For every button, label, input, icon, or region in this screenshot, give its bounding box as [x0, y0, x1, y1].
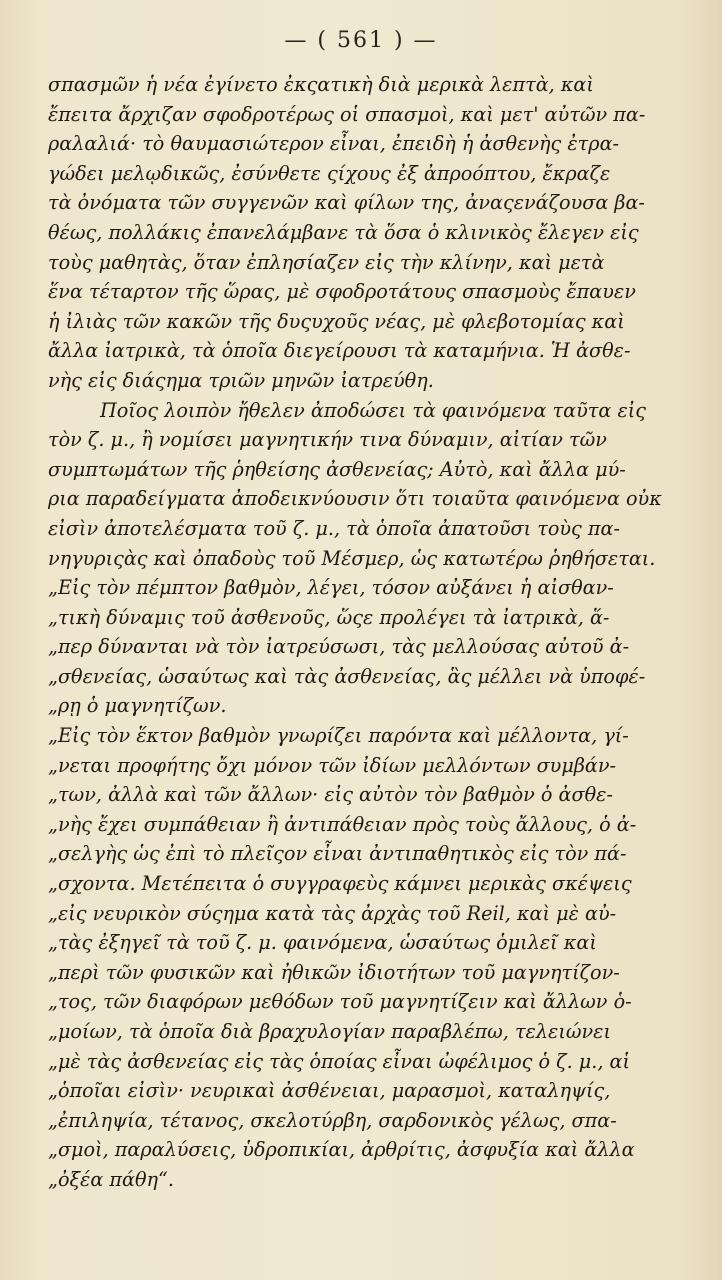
- text-line: „εἰς νευρικὸν σύςημα κατὰ τὰς ἀρχὰς τοῦ Reil, καὶ μὲ αὐ-: [48, 901, 617, 925]
- text-line: „νὴς ἔχει συμπάθειαν ἢ ἀντιπάθειαν πρὸς τοὺς ἄλλους, ὁ ἀ-: [48, 812, 637, 836]
- text-line: σπασμῶν ἡ νέα ἐγίνετο ἐκςατικὴ διὰ μερικὰ λεπτὰ, καὶ: [48, 73, 594, 96]
- text-line: συμπτωμάτων τῆς ῥηθείσης ἀσθενείας; Αὐτὸ, καὶ ἄλλα μύ-: [48, 457, 626, 481]
- body-text: [48, 70, 684, 1195]
- text-line: „τος, τῶν διαφόρων μεθόδων τοῦ μαγνητίζειν καὶ ἄλλων ὁ-: [48, 990, 632, 1014]
- text-line: τὸν ζ. μ., ἢ νομίσει μαγνητικήν τινα δύναμιν, αἰτίαν τῶν: [48, 428, 607, 452]
- text-line: ραλαλιά· τὸ θαυμασιώτερον εἶναι, ἐπειδὴ ἡ ἀσθενὴς ἐτρα-: [48, 132, 620, 156]
- text-line: ἕνα τέταρτον τῆς ὥρας, μὲ σφοδροτάτους σπασμοὺς ἔπαυεν: [48, 280, 636, 304]
- text-line: „Εἰς τὸν πέμπτον βαθμὸν, λέγει, τόσον αὐξάνει ἡ αἰσθαν-: [48, 576, 614, 600]
- text-line: ἡ ἰλιὰς τῶν κακῶν τῆς δυςυχοῦς νέας, μὲ φλεβοτομίας καὶ: [48, 309, 625, 333]
- text-line: „μοίων, τὰ ὁποῖα διὰ βραχυλογίαν παραβλέπω, τελειώνει: [48, 1020, 611, 1043]
- text-line: „σελγὴς ὡς ἐπὶ τὸ πλεῖςον εἶναι ἀντιπαθητικὸς εἰς τὸν πά-: [48, 842, 627, 866]
- text-line: „σχοντα. Μετέπειτα ὁ συγγραφεὺς κάμνει μερικὰς σκέψεις: [48, 872, 632, 896]
- text-line: „ὀξέα πάθη“.: [48, 1167, 174, 1191]
- text-line: ἄλλα ἰατρικὰ, τὰ ὁποῖα διεγείρουσι τὰ καταμήνια. Ἡ ἀσθε-: [48, 339, 631, 363]
- text-line: „μὲ τὰς ἀσθενείας εἰς τὰς ὁποίας εἶναι ὠφέλιμος ὁ ζ. μ., αἱ: [48, 1049, 631, 1073]
- text-line: τὰ ὀνόματα τῶν συγγενῶν καὶ φίλων της, ἀναςενάζουσα βα-: [48, 191, 645, 215]
- text-line: νὴς εἰς διάςημα τριῶν μηνῶν ἰατρεύθη.: [48, 368, 434, 392]
- text-line: „τικὴ δύναμις τοῦ ἀσθενοῦς, ὥςε προλέγει τὰ ἰατρικὰ, ἅ-: [48, 605, 610, 629]
- page-number: — ( 561 ) —: [284, 28, 438, 53]
- text-line: „περ δύνανται νὰ τὸν ἰατρεύσωσι, τὰς μελλούσας αὐτοῦ ἀ-: [48, 635, 630, 659]
- text-line: „ἐπιληψία, τέτανος, σκελοτύρβη, σαρδονικὸς γέλως, σπα-: [48, 1108, 617, 1132]
- text-line: ἔπειτα ἄρχιζαν σφοδροτέρως οἱ σπασμοὶ, καὶ μετ' αὐτῶν πα-: [48, 102, 646, 126]
- text-line: „των, ἀλλὰ καὶ τῶν ἄλλων· εἰς αὐτὸν τὸν βαθμὸν ὁ ἀσθε-: [48, 783, 613, 807]
- text-line: νηγυριςὰς καὶ ὀπαδοὺς τοῦ Μέσμερ, ὡς κατωτέρω ῥηθήσεται.: [48, 546, 656, 570]
- text-line: ρια παραδείγματα ἀποδεικνύουσιν ὅτι τοιαῦτα φαινόμενα οὐκ: [48, 487, 662, 511]
- paragraph-2: [48, 396, 684, 722]
- text-line: Ποῖος λοιπὸν ἤθελεν ἀποδώσει τὰ φαινόμενα ταῦτα εἰς: [100, 398, 647, 422]
- text-line: γώδει μελῳδικῶς, ἐσύνθετε ςίχους ἐξ ἀπροόπτου, ἔκραζε: [48, 161, 611, 185]
- text-line: θέως, πολλάκις ἐπανελάμβανε τὰ ὅσα ὁ κλινικὸς ἔλεγεν εἰς: [48, 220, 639, 244]
- text-line: „σμοὶ, παραλύσεις, ὑδροπικίαι, ἀρθρίτις, ἀσφυξία καὶ ἄλλα: [48, 1138, 635, 1162]
- text-line: τοὺς μαθητὰς, ὅταν ἐπλησίαζεν εἰς τὴν κλίνην, καὶ μετὰ: [48, 250, 605, 274]
- text-line: εἰσὶν ἀποτελέσματα τοῦ ζ. μ., τὰ ὁποῖα ἀπατοῦσι τοὺς πα-: [48, 516, 620, 540]
- text-line: „περὶ τῶν φυσικῶν καὶ ἠθικῶν ἰδιοτήτων τοῦ μαγνητίζον-: [48, 960, 620, 984]
- text-line: „ρῃ ὁ μαγνητίζων.: [48, 694, 227, 718]
- text-line: „ὁποῖαι εἰσὶν· νευρικαὶ ἀσθένειαι, μαρασμοὶ, καταληψίς,: [48, 1079, 611, 1103]
- text-line: „τὰς ἐξηγεῖ τὰ τοῦ ζ. μ. φαινόμενα, ὡσαύτως ὁμιλεῖ καὶ: [48, 931, 597, 955]
- text-line: „σθενείας, ὡσαύτως καὶ τὰς ἀσθενείας, ἃς μέλλει νὰ ὑποφέ-: [48, 664, 646, 688]
- text-line: „Εἰς τὸν ἕκτον βαθμὸν γνωρίζει παρόντα καὶ μέλλοντα, γί-: [48, 724, 629, 748]
- text-line: „νεται προφήτης ὄχι μόνον τῶν ἰδίων μελλόντων συμβάν-: [48, 753, 617, 777]
- paragraph-3: [48, 721, 684, 1195]
- paragraph-1: [48, 70, 684, 396]
